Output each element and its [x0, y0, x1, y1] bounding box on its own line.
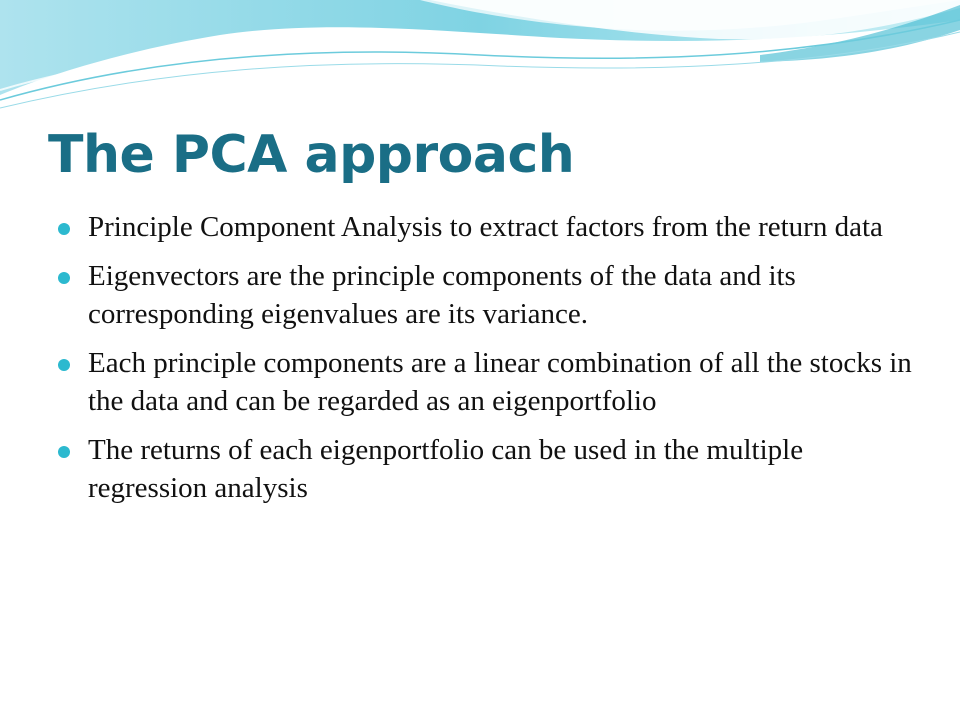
header-wave-decoration [0, 0, 960, 120]
bullet-text: Principle Component Analysis to extract factors from the return data [88, 211, 883, 243]
bullet-list [58, 208, 918, 518]
bullet-item [58, 257, 918, 333]
bullet-dot-icon [58, 446, 70, 458]
bullet-text: Eigenvectors are the principle components of the data and its corresponding eigenvalues are its variance. [88, 260, 796, 330]
bullet-item [58, 208, 918, 246]
bullet-text: The returns of each eigenportfolio can be used in the multiple regression analysis [88, 434, 804, 504]
bullet-item [58, 431, 918, 507]
bullet-item [58, 344, 918, 420]
bullet-text: Each principle components are a linear combination of all the stocks in the data and can be regarded as an eigenportfolio [88, 347, 912, 417]
bullet-dot-icon [58, 359, 70, 371]
slide-title: The PCA approach [48, 125, 575, 185]
bullet-dot-icon [58, 223, 70, 235]
bullet-dot-icon [58, 272, 70, 284]
